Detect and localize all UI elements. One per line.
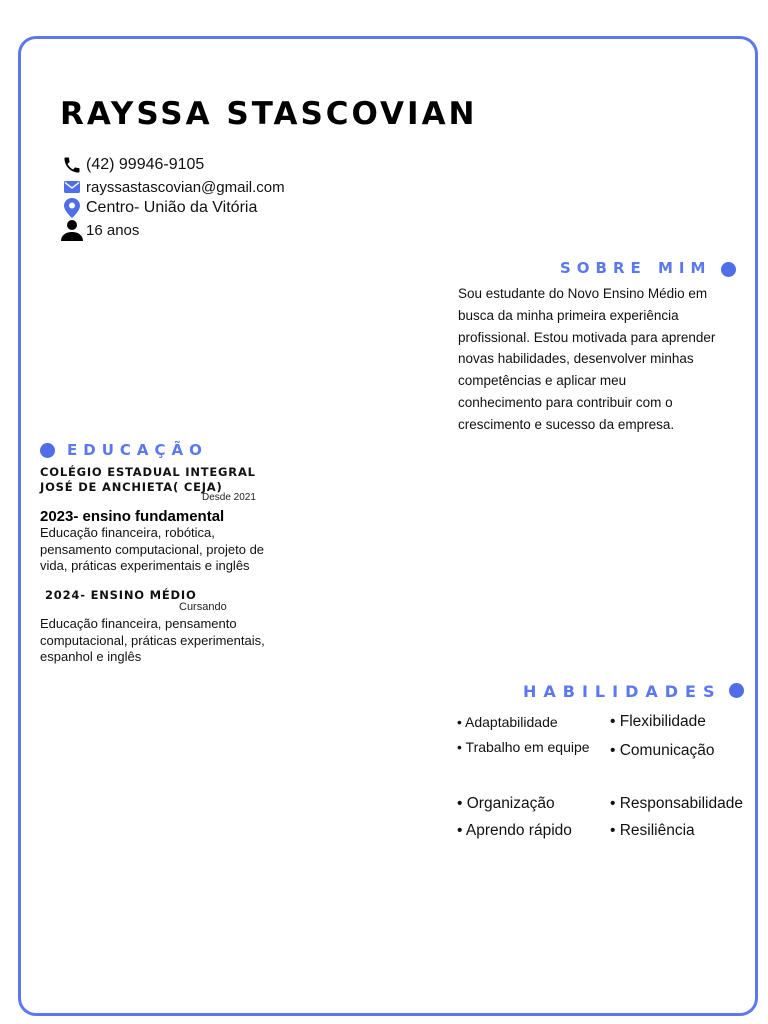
skills-bullet-dot xyxy=(729,683,744,698)
school-name-line2: JOSÉ DE ANCHIETA( CEJA) xyxy=(40,480,223,494)
phone-icon xyxy=(60,154,84,176)
location-pin-icon xyxy=(60,197,84,219)
skill-item: • Responsabilidade xyxy=(610,795,743,812)
candidate-name: RAYSSA STASCOVIAN xyxy=(60,96,478,132)
skill-item: • Aprendo rápido xyxy=(457,822,572,839)
school-name-line1: COLÉGIO ESTADUAL INTEGRAL xyxy=(40,465,256,479)
education-entry1-desc: Educação financeira, robótica, pensamento computacional, projeto de vida, práticas experimentais e inglês xyxy=(40,525,265,573)
about-bullet-dot xyxy=(721,262,736,277)
skill-item: • Organização xyxy=(457,795,555,812)
person-icon xyxy=(60,219,84,241)
skill-item: • Adaptabilidade xyxy=(457,714,558,730)
contact-email xyxy=(60,176,285,198)
contact-age xyxy=(60,219,139,241)
education-title: EDUCAÇÃO xyxy=(67,441,208,459)
skill-item: • Trabalho em equipe xyxy=(457,739,590,755)
contact-location xyxy=(60,197,257,219)
age-text: 16 anos xyxy=(86,221,140,239)
email-text: rayssastascovian@gmail.com xyxy=(86,178,285,196)
skills-title: HABILIDADES xyxy=(523,682,722,701)
education-entry1-title: 2023- ensino fundamental xyxy=(40,508,225,525)
education-entry2-title: 2024- ENSINO MÉDIO xyxy=(45,588,197,602)
location-text: Centro- União da Vitória xyxy=(86,199,258,216)
skill-item: • Flexibilidade xyxy=(610,713,706,730)
contact-phone xyxy=(60,154,204,176)
phone-text: (42) 99946-9105 xyxy=(86,156,205,173)
email-icon xyxy=(60,176,84,198)
school-name xyxy=(40,465,256,495)
about-text: Sou estudante do Novo Ensino Médio em busca da minha primeira experiência profissional. Estou motivada para aprender novas habilidades, desenvolver minhas competências e aplicar meu conhecimento para contribuir com o crescimento e sucesso da empresa. xyxy=(458,286,716,432)
school-since: Desde 2021 xyxy=(202,492,256,503)
education-bullet-dot xyxy=(40,443,55,458)
education-entry2-desc: Educação financeira, pensamento computacional, práticas experimentais, espanhol e inglês xyxy=(40,616,265,664)
skill-item: • Resiliência xyxy=(610,822,695,839)
about-title: SOBRE MIM xyxy=(560,259,712,277)
education-entry2-status: Cursando xyxy=(179,601,227,613)
skill-item: • Comunicação xyxy=(610,742,715,759)
